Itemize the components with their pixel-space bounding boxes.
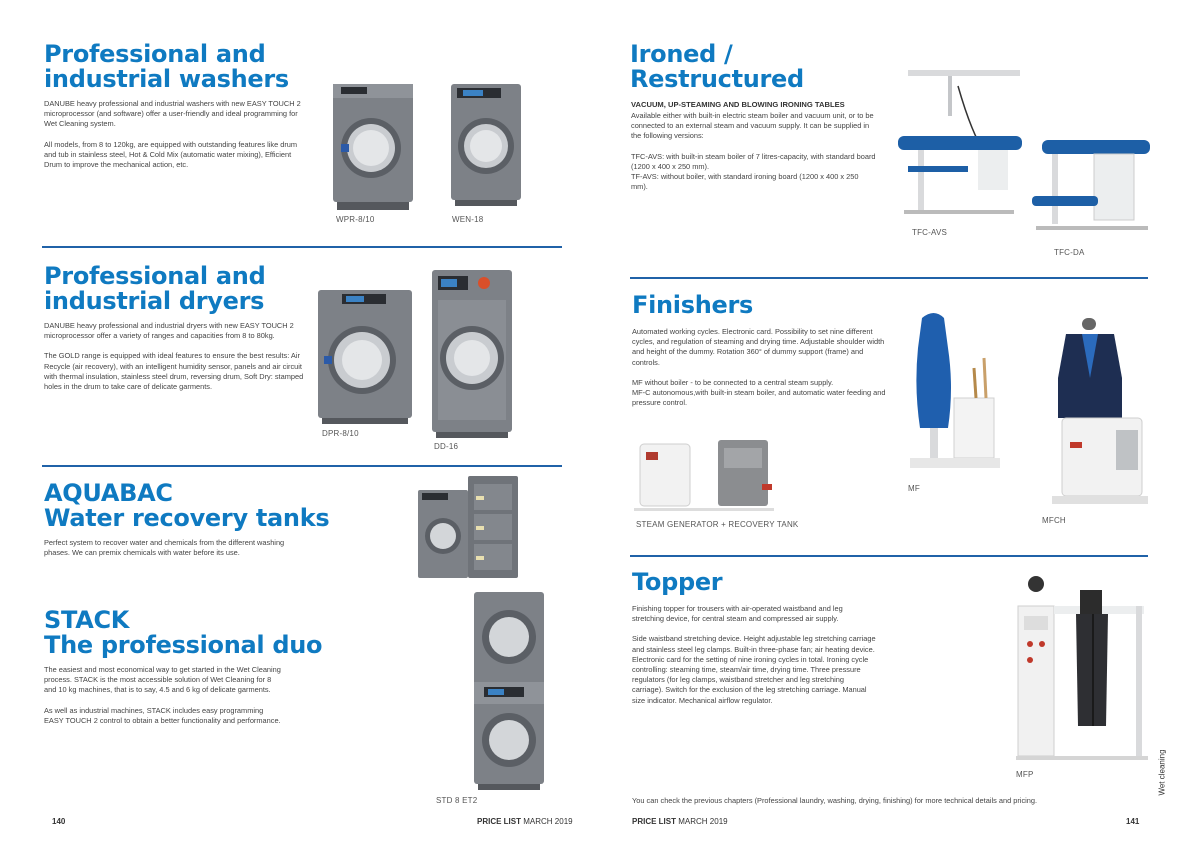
caption-mfp: MFP [1016,770,1034,779]
section-divider [630,555,1148,557]
topper-description: Finishing topper for trousers with air-operated waistband and leg stretching device, for central steam and compressed air supply. Side waistband stretching device. Height adjustable leg stretching carriage and stainless steel leg clamps. Built-in three-phase fan; air heating device. Electronic card for the setting of nine ironing cycles in total. Ironing cycle controlling: steaming time, steam/air time, drying time. Three pressure regulators (for leg clamps, waistband stretcher and leg stretching carriage). Switch for the exclusion of the leg stretching carriage. Manual size indicator. Mechanical airflow regulator. [632,604,876,705]
ironing-table-tfc-avs-image [898,66,1024,218]
section-divider [42,465,562,467]
section-title-washers: Professional and industrial washers [44,40,289,93]
stack-description: The easiest and most economical way to get started in the Wet Cleaning process. STACK is the most accessible solution of Wet Cleaning for 8 and 10 kg machines, that is to say, 4.5 and 6 kg of delicate garments. As well as industrial machines, STACK includes easy programming EASY TOUCH 2 control to obtain a better functionality and performance. [44,665,281,725]
finisher-mfch-image [1042,318,1148,508]
ironed-description: Available either with built-in electric steam boiler and vacuum unit, or to be connected to an external steam and vacuum supply. It can be supplied in the following versions: TFC-AVS: with built-in steam boiler of 7 litres-capacity, with standard board (1200 x 400 x 250 mm). TF-AVS: without boiler, with standard ironing board (1200 x 400 x 250 mm). [631,111,876,192]
caption-mf: MF [908,484,920,493]
aquabac-description: Perfect system to recover water and chemicals from the different washing phases. We can premix chemicals with water before its use. [44,538,285,558]
footer-left: PRICE LIST MARCH 2019 [477,817,573,826]
finisher-mf-image [904,308,1000,476]
stack-std-image [474,592,544,790]
dryer-dd-image [432,270,512,438]
caption-dpr: DPR-8/10 [322,429,359,438]
aquabac-image [418,476,520,578]
side-tab-wet-cleaning: Wet cleaning [1157,749,1167,796]
steam-generator-image [634,440,774,514]
section-title-dryers: Professional and industrial dryers [44,262,266,315]
section-divider [630,277,1148,279]
chapters-note: You can check the previous chapters (Professional laundry, washing, drying, finishing) for more technical details and pricing. [632,796,1038,805]
page-number-left: 140 [52,817,66,826]
dryer-dpr-image [318,290,412,424]
footer-right: PRICE LIST MARCH 2019 [632,817,728,826]
caption-tfc-da: TFC-DA [1054,248,1085,257]
caption-mfch: MFCH [1042,516,1066,525]
caption-dd: DD-16 [434,442,459,451]
caption-wen: WEN-18 [452,215,484,224]
ironed-subhead: VACUUM, UP-STEAMING AND BLOWING IRONING TABLES [631,100,845,109]
section-title-stack: STACK The professional duo [44,606,323,659]
washers-description: DANUBE heavy professional and industrial washers with new EASY TOUCH 2 microprocessor (and software) offer a user-friendly and ideal programming for Wet Cleaning system. All models, from 8 to 120kg, are equipped with outstanding features like drum and tub in stainless steel, Hot & Cold Mix (automatic water mixing), Efficient Drum to improve the mechanical action, etc. [44,99,301,170]
section-divider [42,246,562,248]
washer-wpr-image [333,84,413,210]
caption-wpr: WPR-8/10 [336,215,375,224]
topper-mfp-image [1016,576,1148,762]
section-title-topper: Topper [632,568,723,596]
dryers-description: DANUBE heavy professional and industrial dryers with new EASY TOUCH 2 microprocessor offer a variety of ranges and capacities from 8 to 80kg. The GOLD range is equipped with ideal features to ensure the best results: Air Recycle (air recovery), with an intelligent humidity sensor, panels and air circuit with thermal insulation, stainless steel drum, reversing drum, Soft Dry: stamped holes in the drum to take care of delicate garments. [44,321,304,392]
section-title-finishers: Finishers [632,291,754,319]
caption-steam-generator: STEAM GENERATOR + RECOVERY TANK [636,520,799,529]
page-number-right: 141 [1126,817,1140,826]
caption-tfc-avs: TFC-AVS [912,228,948,237]
ironing-table-tfc-da-image [1032,140,1152,236]
finishers-description: Automated working cycles. Electronic card. Possibility to set nine different cycles, and regulation of steaming and drying time. Adjustable shoulder width and height of the dummy. Rotation 360° of dummy support (frame) and controls. MF without boiler - to be connected to a central steam supply. MF-C autonomous,with built-in steam boiler, and automatic water feeding and pressure control. [632,327,886,408]
caption-std: STD 8 ET2 [436,796,478,805]
washer-wen-image [451,84,521,206]
section-title-ironed: Ironed / Restructured [630,40,804,93]
section-title-aquabac: AQUABAC Water recovery tanks [44,479,330,532]
